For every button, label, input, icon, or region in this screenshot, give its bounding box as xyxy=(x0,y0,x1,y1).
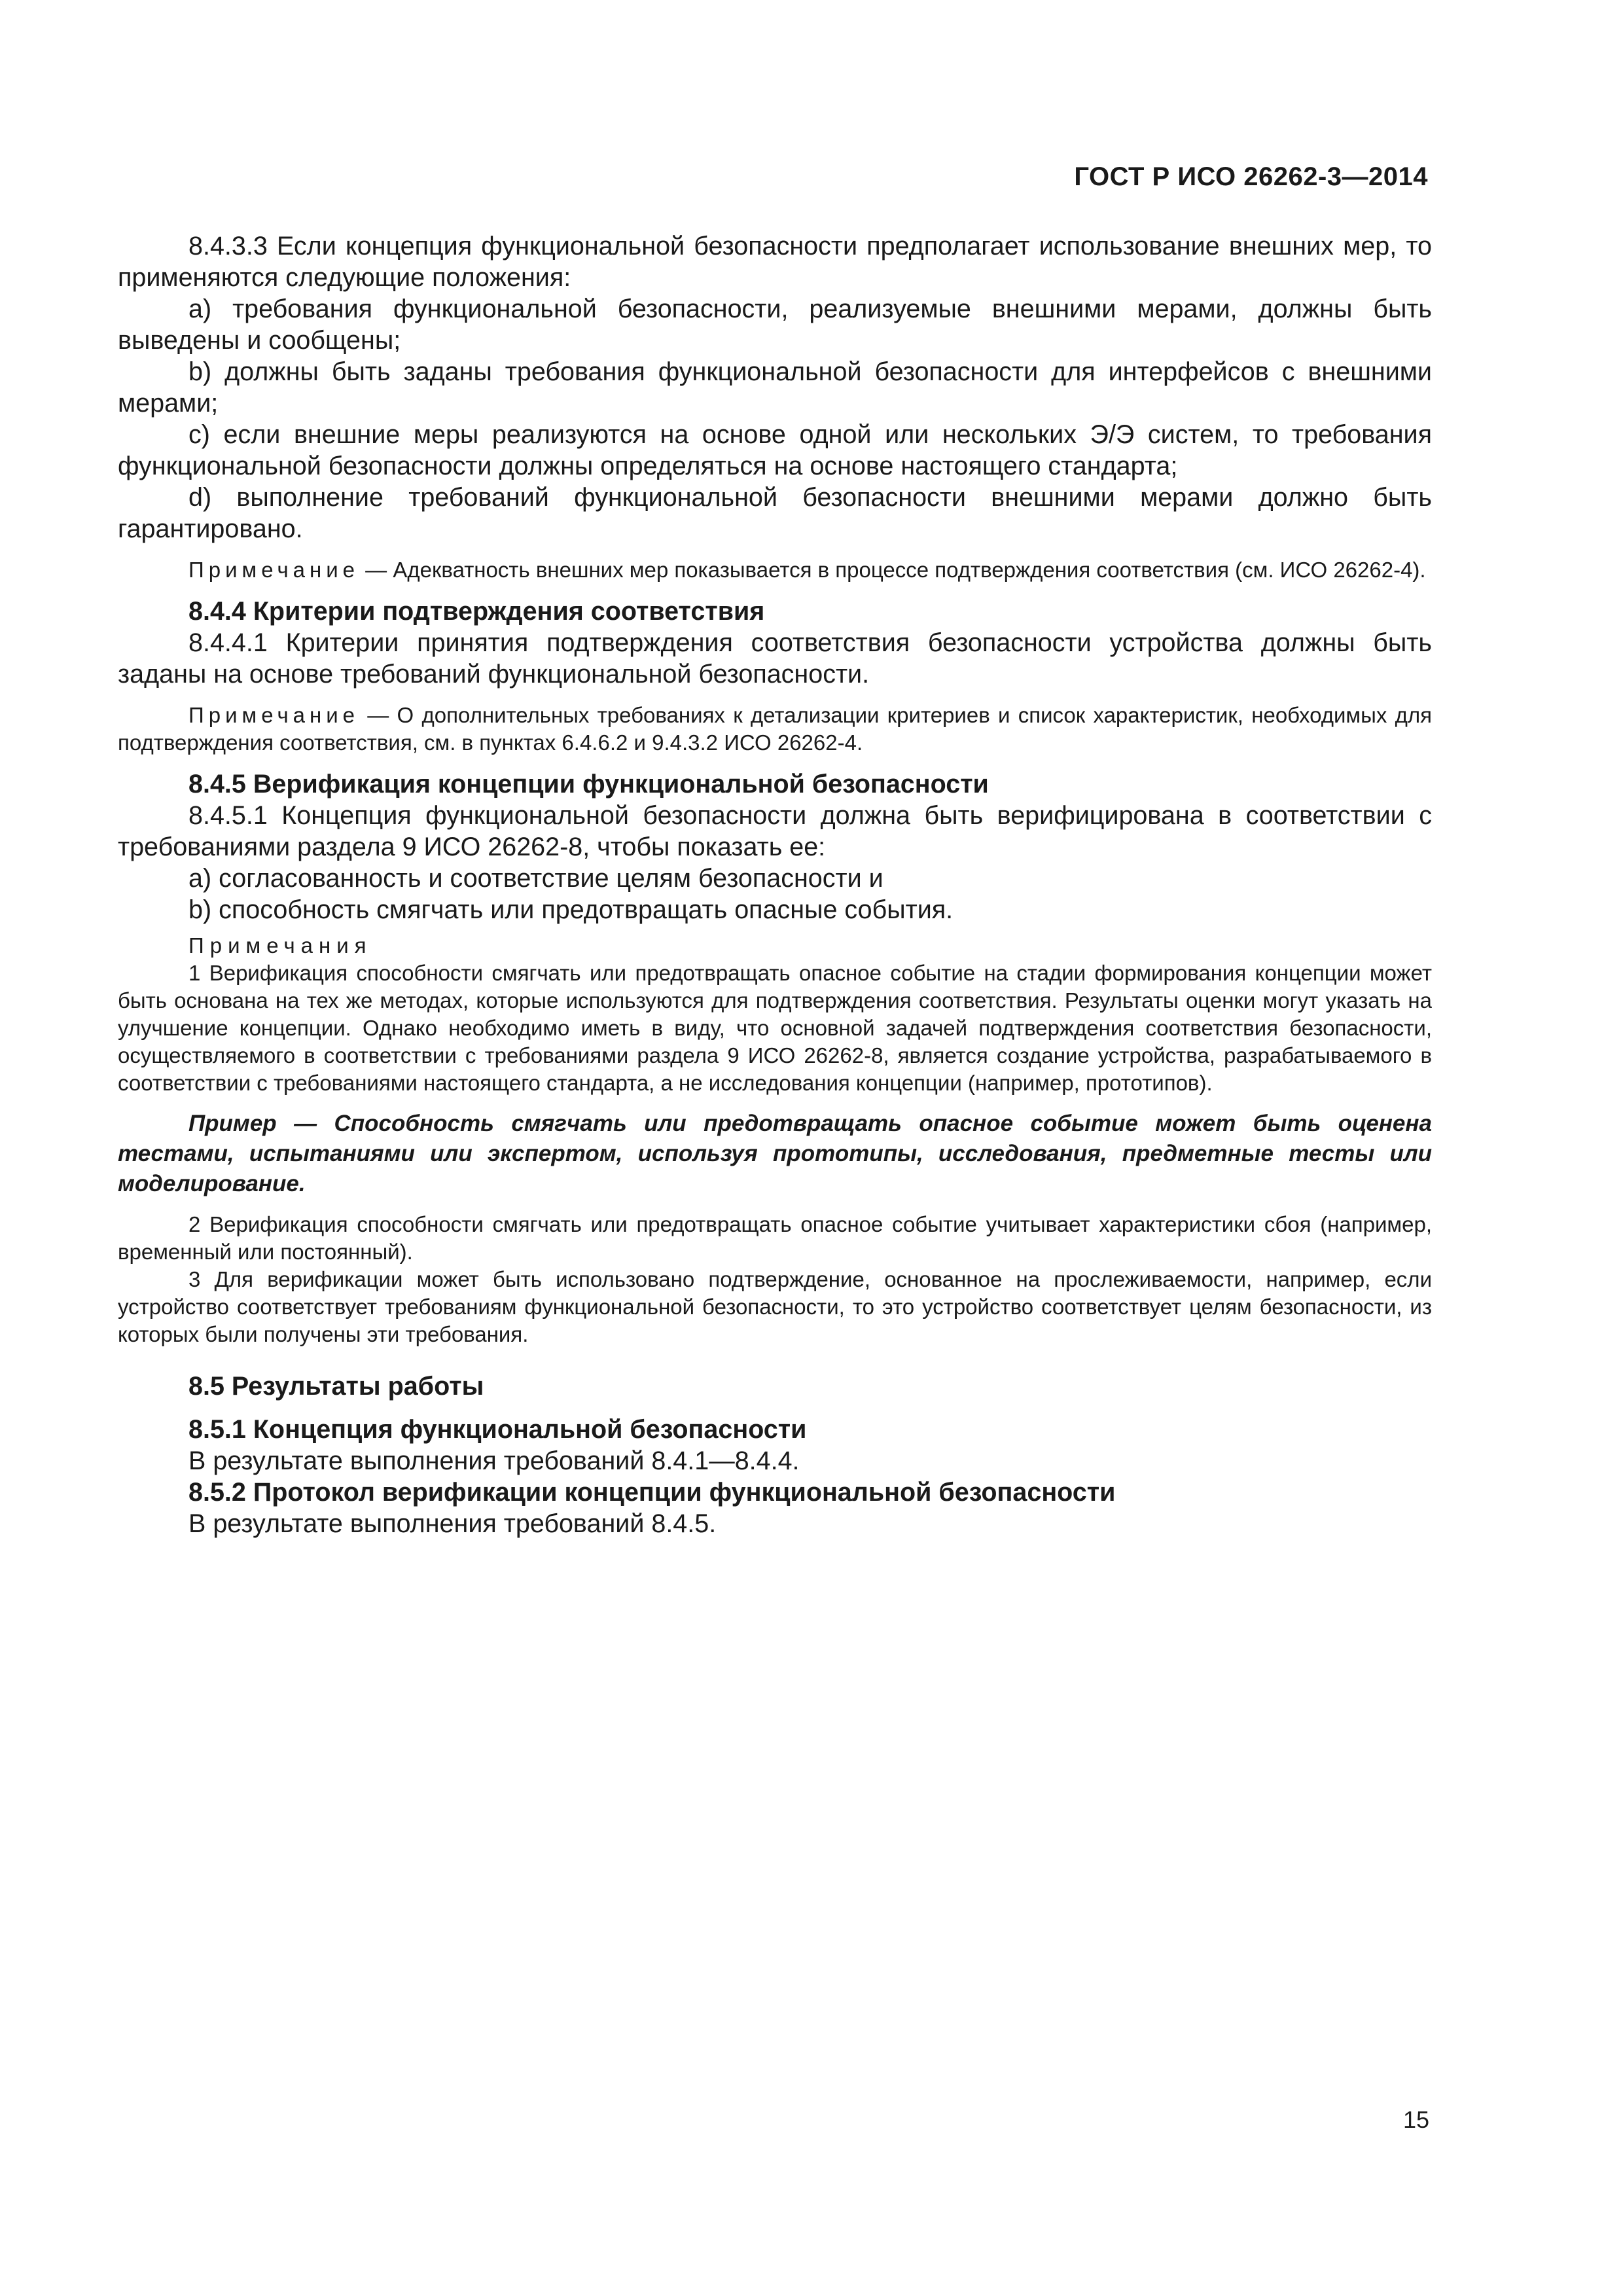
paragraph-8-4-5-1: 8.4.5.1 Концепция функциональной безопасности должна быть верифицирована в соответствии с требованиями раздела 9 ИСО 26262-8, чтобы показать ее: xyxy=(118,801,1432,861)
heading-8-5: 8.5 Результаты работы xyxy=(188,1372,484,1401)
list-item-c: c) если внешние меры реализуются на основе одной или нескольких Э/Э систем, то требования функциональной безопасности должны определяться на основе настоящего стандарта; xyxy=(118,420,1432,480)
note-3: 3 Для верификации может быть использовано подтверждение, основанное на прослеживаемости, например, если устройство соответствует требованиям функциональной безопасности, то это устройство соответствует целям безопасности, из которых были получены эти требования. xyxy=(118,1267,1432,1346)
example-text: Пример — Способность смягчать или предотвращать опасное событие может быть оценена тестами, испытаниями или экспертом, используя прототипы, исследования, предметные тесты или моделирование. xyxy=(118,1111,1432,1196)
note-confirmation-criteria xyxy=(118,702,1432,757)
list-item-845-b: b) способность смягчать или предотвращать опасные события. xyxy=(188,895,954,924)
list-item-b: b) должны быть заданы требования функциональной безопасности для интерфейсов с внешними мерами; xyxy=(118,357,1432,418)
note-external-measures xyxy=(118,556,1432,584)
note-1: 1 Верификация способности смягчать или предотвращать опасное событие на стадии формирования концепции может быть основана на тех же методах, которые используются для подтверждения соответствия. Результаты оценки могут указать на улучшение концепции. Однако необходимо иметь в виду, что основной задачей подтверждения соответствия безопасности, осуществляемого в соответствии с требованиями раздела 9 ИСО 26262-8, является создание устройства, разрабатываемого в соответствии с требованиями настоящего стандарта, а не исследования концепции (например, прототипов). xyxy=(118,961,1432,1095)
list-item-845-a: a) согласованность и соответствие целям безопасности и xyxy=(188,864,883,893)
page-number: 15 xyxy=(1402,2106,1429,2133)
paragraph-8-5-1: В результате выполнения требований 8.4.1—8.4.4. xyxy=(188,1446,800,1475)
note-label: Примечание xyxy=(188,703,360,727)
paragraph-8-4-4-1: 8.4.4.1 Критерии принятия подтверждения соответствия безопасности устройства должны быть заданы на основе требований функциональной безопасности. xyxy=(118,628,1432,689)
heading-8-4-4: 8.4.4 Критерии подтверждения соответствия xyxy=(188,597,765,626)
paragraph-8-4-3-3: 8.4.3.3 Если концепция функциональной безопасности предполагает использование внешних мер, то применяются следующие положения: xyxy=(118,232,1432,292)
heading-8-5-1: 8.5.1 Концепция функциональной безопасности xyxy=(188,1415,807,1444)
heading-8-5-2: 8.5.2 Протокол верификации концепции функциональной безопасности xyxy=(188,1478,1116,1507)
note-text: — О дополнительных требованиях к детализации критериев и список характеристик, необходимых для подтверждения соответствия, см. в пунктах 6.4.6.2 и 9.4.3.2 ИСО 26262-4. xyxy=(118,703,1432,755)
note-label: Примечание xyxy=(188,558,360,582)
note-text: — Адекватность внешних мер показывается в процессе подтверждения соответствия (см. ИСО 26262-4). xyxy=(359,558,1426,582)
notes-title: Примечания xyxy=(188,933,372,958)
document-code-header: ГОСТ Р ИСО 26262-3—2014 xyxy=(1074,162,1428,191)
page-content xyxy=(118,230,1432,1539)
note-2: 2 Верификация способности смягчать или предотвращать опасное событие учитывает характеристики сбоя (например, временный или постоянный). xyxy=(118,1212,1432,1264)
heading-8-4-5: 8.4.5 Верификация концепции функциональной безопасности xyxy=(188,770,989,798)
paragraph-8-5-2: В результате выполнения требований 8.4.5. xyxy=(188,1509,717,1538)
list-item-d: d) выполнение требований функциональной безопасности внешними мерами должно быть гарантировано. xyxy=(118,483,1432,543)
list-item-a: a) требования функциональной безопасности, реализуемые внешними мерами, должны быть выведены и сообщены; xyxy=(118,295,1432,355)
